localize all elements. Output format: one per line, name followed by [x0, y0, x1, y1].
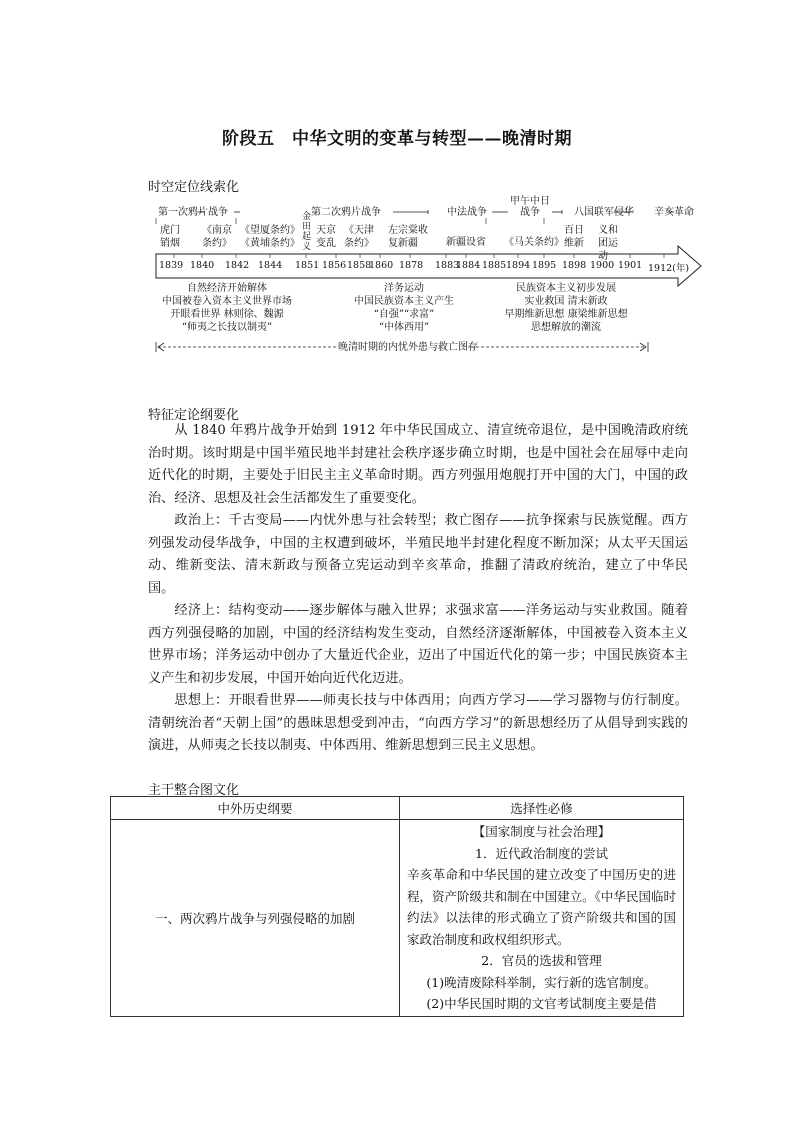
year-label: 1856	[322, 260, 347, 271]
paragraph-politics: 政治上：千古变局——内忧外患与社会转型；救亡图存——抗争探索与民族觉醒。西方列强发动侵华战争，中国的主权遭到破坏，半殖民地半封建化程度不断加深；从太平天国运动、维新变法、清末新政与预备立宪运动到辛亥革命，推翻了清政府统治，建立了中华民国。	[148, 513, 688, 596]
year-label: 1885	[482, 260, 507, 271]
lower-left-line: 自然经济开始解体	[187, 283, 267, 294]
year-label: 1844	[258, 260, 283, 271]
lower-middle-line: 洋务运动	[384, 283, 424, 294]
right-cell-paragraph: 辛亥革命和中华民国的建立改变了中国历史的进程，资产阶级共和制在中国建立。《中华民国临时约法》以法律的形式确立了资产阶级共和国的国家政治制度和政权组织形式。	[407, 867, 676, 947]
year-label: 1839	[159, 260, 184, 271]
year-label: 1851	[295, 260, 320, 271]
year-label: 1860	[369, 260, 394, 271]
lower-left-block	[152, 282, 302, 334]
year-label: 1883	[435, 260, 460, 271]
year-label: 1884	[456, 260, 481, 271]
page-title: 阶段五 中华文明的变革与转型——晚清时期	[222, 129, 572, 149]
event-opium-war-2: 第二次鸦片战争	[311, 207, 381, 218]
lower-middle-line: “自强”“求富”	[373, 309, 435, 320]
lower-right-line: 早期维新思想 康梁维新思想	[504, 309, 628, 320]
year-label: 1898	[562, 260, 587, 271]
right-cell-item: (2)中华民国时期的文官考试制度主要是借	[426, 996, 657, 1011]
paragraph-thought: 思想上：开眼看世界——师夷长技与中体西用；向西方学习——学习器物与仿行制度。清朝统治者“天朝上国”的愚昧思想受到冲击，“向西方学习”的新思想经历了从倡导到实践的演进，从师夷之长技以制夷、中体西用、维新思想到三民主义思想。	[148, 693, 688, 753]
label-wangxia-huangpu: 《望厦条约》《黄埔条约》	[240, 225, 300, 249]
features-body	[148, 420, 688, 758]
table-header-row	[111, 797, 684, 820]
label-hundred-days: 百日维新	[564, 225, 584, 249]
left-cell: 一、两次鸦片战争与列强侵略的加剧	[111, 820, 400, 1017]
label-xinjiang-province: 新疆设省	[446, 237, 486, 248]
lower-right-line: 实业救国 清末新政	[524, 296, 608, 307]
label-jintian: 金田起义	[302, 212, 312, 252]
label-humen: 虎门销烟	[160, 225, 180, 249]
right-cell-item: (1)晚清废除科举制，实行新的选官制度。	[426, 974, 657, 990]
right-cell	[400, 820, 684, 1017]
year-label: 1912(年)	[648, 263, 690, 274]
year-label: 1858	[347, 260, 372, 271]
lower-middle-block	[344, 282, 464, 334]
paragraph-economy: 经济上：结构变动——逐步解体与融入世界；求强求富——洋务运动与实业救国。随着西方列强侵略的加剧，中国的经济结构发生变动，自然经济逐渐解体，中国被卷入资本主义世界市场；洋务运动中创办了大量近代企业，迈出了中国近代化的第一步；中国民族资本主义产生和初步发展，中国开始向近代化迈进。	[148, 603, 688, 686]
lower-middle-line: “中体西用”	[378, 322, 430, 333]
lower-right-block	[496, 282, 636, 334]
event-sino-french-war: 中法战争	[447, 207, 487, 218]
year-label: 1878	[399, 260, 424, 271]
year-label: 1840	[190, 260, 215, 271]
year-label: 1900	[590, 260, 615, 271]
label-nanjing-treaty: 《南京条约》	[202, 225, 232, 249]
event-xinhai-revolution: 辛亥革命	[654, 207, 694, 218]
curriculum-table	[110, 796, 684, 1017]
year-label: 1894	[506, 260, 531, 271]
table-row	[111, 820, 684, 1017]
header-cell: 选择性必修	[400, 797, 684, 820]
timeline-section-title: 时空定位线索化	[148, 180, 240, 195]
label-zuo-zongtang: 左宗棠收复新疆	[388, 225, 428, 249]
span-label: 晚清时期的内忧外患与救亡图存	[338, 342, 478, 353]
lower-left-line: 开眼看世界 林则徐、魏源	[170, 309, 284, 320]
label-maguan-treaty: 《马关条约》	[504, 237, 564, 248]
event-eight-nation-alliance: 八国联军侵华	[574, 207, 634, 218]
lower-right-line: 思想解放的潮流	[531, 322, 601, 333]
right-cell-heading: 【国家制度与社会治理】	[472, 824, 611, 839]
year-label: 1895	[532, 260, 557, 271]
label-tianjin-treaty: 《天津条约》	[344, 225, 374, 249]
label-boxer: 义和团运动	[598, 225, 618, 262]
timeline-diagram	[148, 196, 708, 366]
lower-left-line: “师夷之长技以制夷”	[181, 322, 273, 333]
label-tianjing: 天京变乱	[316, 225, 336, 249]
lower-left-line: 中国被卷入资本主义世界市场	[162, 296, 292, 307]
right-cell-subheading: 1．近代政治制度的尝试	[475, 845, 608, 861]
event-opium-war-1: 第一次鸦片战争	[158, 207, 228, 218]
lower-middle-line: 中国民族资本主义产生	[354, 296, 454, 307]
event-sino-japanese-war: 甲午中日战争	[510, 196, 550, 218]
year-label: 1842	[225, 260, 250, 271]
paragraph-overview: 从 1840 年鸦片战争开始到 1912 年中华民国成立、清宣统帝退位，是中国晚清政府统治时期。该时期是中国半殖民地半封建社会秩序逐步确立时期，也是中国社会在屈辱中走向近代化的时期，主要处于旧民主主义革命时期。西方列强用炮舰打开中国的大门，中国的政治、经济、思想及社会生活都发生了重要变化。	[148, 423, 688, 506]
lower-right-line: 民族资本主义初步发展	[516, 283, 616, 294]
features-section-title: 特征定论纲要化	[148, 408, 240, 423]
right-cell-subheading: 2．官员的选拔和管理	[481, 953, 602, 968]
header-cell: 中外历史纲要	[111, 797, 400, 820]
year-label: 1901	[618, 260, 643, 271]
table-section-title: 主干整合图文化	[148, 783, 240, 798]
